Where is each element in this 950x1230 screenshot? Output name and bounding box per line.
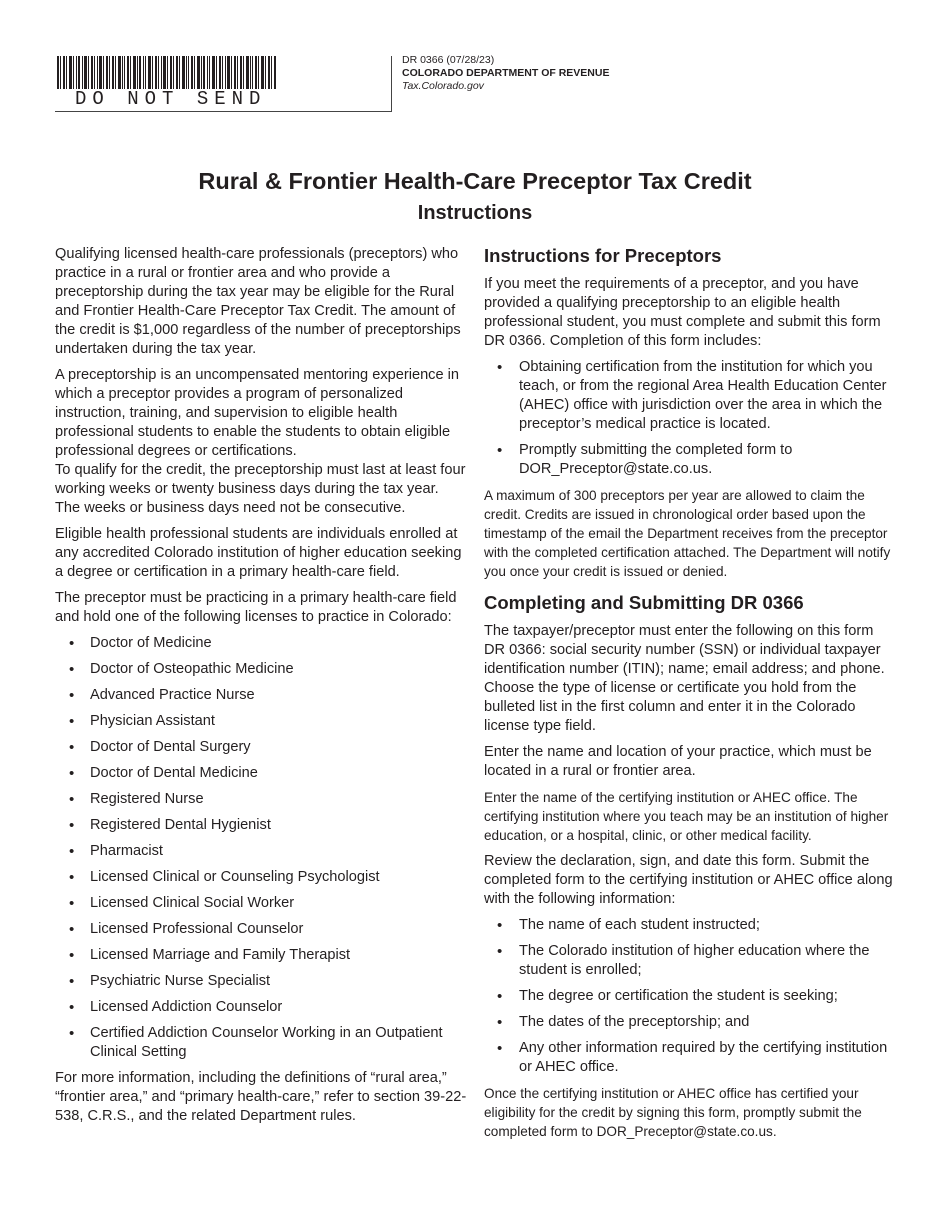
page-title: Rural & Frontier Health-Care Preceptor Tax Credit <box>198 168 752 194</box>
completing-paragraph: The taxpayer/preceptor must enter the following on this form DR 0366: social security number (SSN) or individual taxpayer identification number (ITIN); name; email address; and phone. Choose the type of license or certificate you hold from the bulleted list in the first column and enter it in the Colorado license type field. <box>484 623 885 734</box>
list-item: • Doctor of Osteopathic Medicine <box>55 660 467 679</box>
list-item: • Psychiatric Nurse Specialist <box>55 972 467 991</box>
do-not-send-label: DO NOT SEND <box>75 88 267 110</box>
eligible-students-paragraph: Eligible health professional students are individuals enrolled at any accredited Colorado institution of higher education seeking a degree or certification in a primary health-care field. <box>55 526 462 580</box>
certifying-institution-paragraph: Enter the name of the certifying institution or AHEC office. The certifying institution where you teach may be an institution of higher education, or a hospital, clinic, or other medical facility. <box>484 790 889 843</box>
final-submission-paragraph: Once the certifying institution or AHEC office has certified your eligibility for the credit by signing this form, promptly submit the completed form to DOR_Preceptor@state.co.us. <box>484 1086 862 1139</box>
list-item: • Registered Dental Hygienist <box>55 816 467 835</box>
required-information-list <box>484 916 896 1077</box>
barcode-block <box>55 56 392 112</box>
list-item: • Doctor of Dental Surgery <box>55 738 467 757</box>
preceptorship-definition: A preceptorship is an uncompensated mentoring experience in which a preceptor provides a program of personalized instruction, training, and supervision to eligible health professional students to enable the students to obtain eligible professional degrees or certifications. <box>55 367 460 459</box>
list-item: • Certified Addiction Counselor Working in an Outpatient Clinical Setting <box>55 1024 467 1062</box>
list-item: • Doctor of Medicine <box>55 634 467 653</box>
list-item: • Doctor of Dental Medicine <box>55 764 467 783</box>
list-item: • Licensed Addiction Counselor <box>55 998 467 1017</box>
completing-heading: Completing and Submitting DR 0366 <box>484 592 804 613</box>
list-item: • Obtaining certification from the institution for which you teach, or from the regional Area Health Education Center (AHEC) office with jurisdiction over the area in which the preceptor’s medical practice is located. <box>484 358 896 434</box>
list-item: • The dates of the preceptorship; and <box>484 1013 896 1032</box>
list-item: • The degree or certification the student is seeking; <box>484 987 896 1006</box>
barcode-icon <box>57 56 277 89</box>
list-item: • Promptly submitting the completed form to DOR_Preceptor@state.co.us. <box>484 441 896 479</box>
maximum-preceptors-paragraph: A maximum of 300 preceptors per year are allowed to claim the credit. Credits are issued in chronological order based upon the timestamp of the email the Department receives from the preceptor with the completed certification attached. The Department will notify you once your credit is issued or denied. <box>484 488 891 579</box>
form-header-meta <box>402 54 609 93</box>
list-item: • Any other information required by the certifying institution or AHEC office. <box>484 1039 896 1077</box>
license-list <box>55 634 467 1062</box>
left-column <box>55 245 467 1133</box>
department-website: Tax.Colorado.gov <box>402 80 484 92</box>
practice-location-paragraph: Enter the name and location of your practice, which must be located in a rural or frontier area. <box>484 744 872 779</box>
more-information-paragraph: For more information, including the definitions of “rural area,” “frontier area,” and “primary health-care,” refer to section 39-22-538, C.R.S., and the related Department rules. <box>55 1070 467 1124</box>
list-item: • Licensed Professional Counselor <box>55 920 467 939</box>
list-item: • The Colorado institution of higher education where the student is enrolled; <box>484 942 896 980</box>
list-item: • The name of each student instructed; <box>484 916 896 935</box>
review-paragraph: Review the declaration, sign, and date this form. Submit the completed form to the certifying institution or AHEC office along with the following information: <box>484 853 893 907</box>
list-item: • Licensed Marriage and Family Therapist <box>55 946 467 965</box>
intro-paragraph: Qualifying licensed health-care professionals (preceptors) who practice in a rural or frontier area and who provide a preceptorship during the tax year may be eligible for the Rural and Frontier Health-Care Preceptor Tax Credit. The amount of the credit is $1,000 regardless of the number of preceptorships undertaken during the tax year. <box>55 246 461 357</box>
license-requirement-paragraph: The preceptor must be practicing in a primary health-care field and hold one of the following licenses to practice in Colorado: <box>55 590 457 625</box>
right-column <box>484 245 896 1148</box>
list-item: • Physician Assistant <box>55 712 467 731</box>
preceptors-steps-list <box>484 358 896 479</box>
list-item: • Registered Nurse <box>55 790 467 809</box>
list-item: • Licensed Clinical or Counseling Psychologist <box>55 868 467 887</box>
list-item: • Licensed Clinical Social Worker <box>55 894 467 913</box>
department-name: COLORADO DEPARTMENT OF REVENUE <box>402 67 610 79</box>
preceptors-intro: If you meet the requirements of a preceptor, and you have provided a qualifying preceptorship to an eligible health professional student, you must complete and submit this form DR 0366. Completion of this form includes: <box>484 276 881 349</box>
page-subtitle: Instructions <box>417 202 533 224</box>
list-item: • Pharmacist <box>55 842 467 861</box>
qualification-paragraph: To qualify for the credit, the preceptorship must last at least four working weeks or twenty business days during the tax year. The weeks or business days need not be consecutive. <box>55 462 466 516</box>
list-item: • Advanced Practice Nurse <box>55 686 467 705</box>
preceptors-heading: Instructions for Preceptors <box>484 245 722 266</box>
form-id: DR 0366 (07/28/23) <box>402 54 495 66</box>
